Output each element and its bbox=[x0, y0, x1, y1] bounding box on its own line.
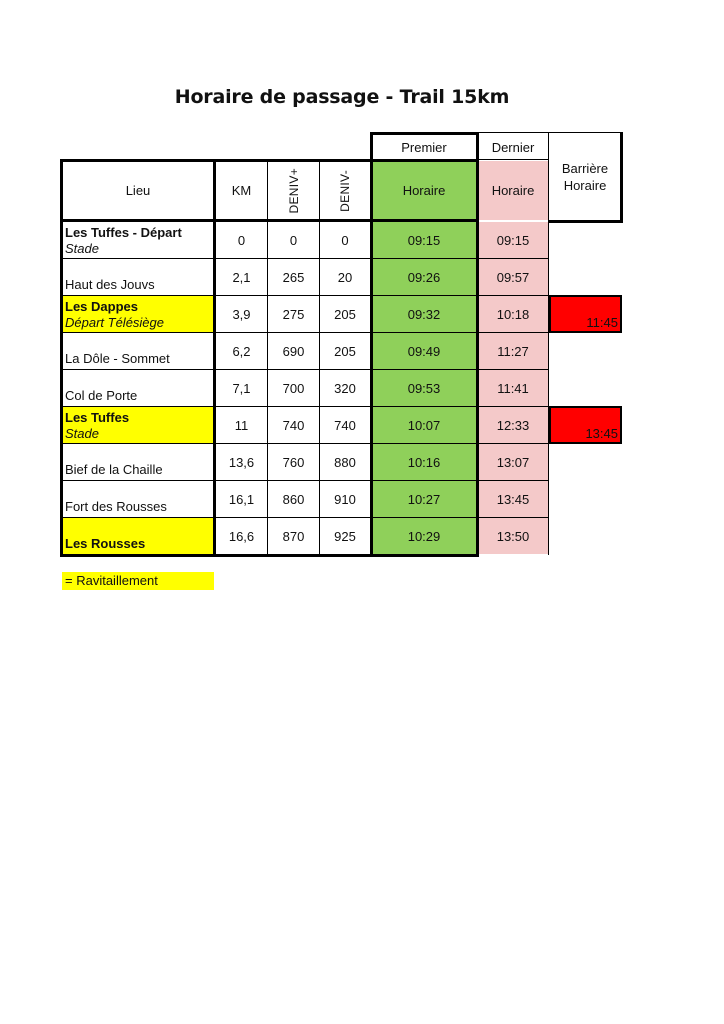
lieu-border-right bbox=[213, 220, 216, 556]
cell-barriere: 13:45 bbox=[549, 406, 622, 444]
header-deniv-minus bbox=[320, 161, 370, 220]
cell-dernier: 13:07 bbox=[478, 444, 548, 480]
cell-dernier: 09:15 bbox=[478, 222, 548, 258]
lieu-name: Les Tuffes - Départ bbox=[65, 225, 182, 240]
cell-premier: 10:07 bbox=[372, 407, 476, 443]
cell-deniv-plus: 265 bbox=[282, 269, 305, 285]
grid-line bbox=[63, 406, 549, 407]
page-title: Horaire de passage - Trail 15km bbox=[174, 86, 510, 108]
cell-deniv-minus: 910 bbox=[334, 491, 356, 507]
grid-line bbox=[548, 132, 549, 555]
row-lieu bbox=[62, 444, 214, 480]
header-deniv-minus-label: DENIV- bbox=[338, 169, 352, 212]
cell-premier: 10:27 bbox=[372, 481, 476, 517]
header-deniv-plus bbox=[268, 161, 319, 220]
lieu-sub: Stade bbox=[65, 426, 99, 441]
cell-dernier: 10:18 bbox=[478, 296, 548, 332]
lieu-name: Col de Porte bbox=[65, 388, 138, 403]
cell-km: 16,1 bbox=[228, 491, 255, 507]
cell-premier: 09:49 bbox=[372, 333, 476, 369]
row-lieu bbox=[62, 481, 214, 517]
lieu-sub: Départ Télésiège bbox=[65, 315, 164, 330]
header-barriere-line2: Horaire bbox=[563, 178, 607, 193]
cell-deniv-minus: 205 bbox=[334, 306, 356, 322]
header-horaire-premier: Horaire bbox=[372, 161, 476, 220]
cell-deniv-plus: 870 bbox=[282, 528, 305, 544]
cell-dernier: 11:41 bbox=[478, 370, 548, 406]
grid-line bbox=[63, 258, 549, 259]
cell-deniv-minus: 20 bbox=[337, 269, 353, 285]
header-barriere bbox=[549, 134, 621, 220]
lieu-name: Les Dappes bbox=[65, 299, 138, 314]
cell-km: 13,6 bbox=[228, 454, 255, 470]
cell-deniv-plus: 860 bbox=[282, 491, 305, 507]
barriere-border-right bbox=[620, 132, 623, 222]
header-km: KM bbox=[231, 183, 252, 198]
grid-line bbox=[478, 132, 623, 133]
cell-dernier: 12:33 bbox=[478, 407, 548, 443]
cell-km: 16,6 bbox=[228, 528, 255, 544]
cell-deniv-minus: 320 bbox=[334, 380, 356, 396]
header-border-bottom bbox=[60, 219, 478, 222]
grid-line bbox=[63, 443, 549, 444]
table-border-mid bbox=[476, 132, 479, 557]
cell-barriere: 11:45 bbox=[549, 295, 622, 333]
grid-line bbox=[63, 369, 549, 370]
table-border-bottom bbox=[60, 554, 478, 557]
lieu-sub: Stade bbox=[65, 241, 99, 256]
cell-dernier: 09:57 bbox=[478, 259, 548, 295]
grid-line bbox=[478, 159, 548, 160]
row-lieu bbox=[62, 333, 214, 369]
cell-deniv-plus: 275 bbox=[282, 306, 305, 322]
cell-dernier: 13:50 bbox=[478, 518, 548, 554]
lieu-name: Haut des Jouvs bbox=[65, 277, 155, 292]
header-lieu: Lieu bbox=[125, 183, 151, 198]
table-border-top bbox=[60, 159, 478, 162]
cell-deniv-plus: 690 bbox=[282, 343, 305, 359]
grid-line bbox=[319, 159, 320, 555]
header-deniv-plus-label: DENIV+ bbox=[286, 167, 301, 214]
cell-deniv-plus: 700 bbox=[282, 380, 305, 396]
barriere-border-bottom bbox=[548, 220, 623, 223]
cell-premier: 09:15 bbox=[372, 222, 476, 258]
cell-km: 7,1 bbox=[232, 380, 251, 396]
lieu-name: La Dôle - Sommet bbox=[65, 351, 170, 366]
lieu-name: Bief de la Chaille bbox=[65, 462, 163, 477]
cell-km: 0 bbox=[237, 232, 246, 248]
lieu-header-border bbox=[213, 159, 216, 221]
header-barriere-line1: Barrière bbox=[561, 161, 609, 176]
cell-premier: 10:29 bbox=[372, 518, 476, 554]
header-dernier: Dernier bbox=[491, 139, 535, 155]
grid-line bbox=[267, 159, 268, 555]
cell-deniv-minus: 205 bbox=[334, 343, 356, 359]
cell-deniv-minus: 925 bbox=[334, 528, 356, 544]
cell-dernier: 13:45 bbox=[478, 481, 548, 517]
cell-deniv-plus: 760 bbox=[282, 454, 305, 470]
cell-dernier: 11:27 bbox=[478, 333, 548, 369]
cell-km: 6,2 bbox=[232, 343, 251, 359]
cell-premier: 09:32 bbox=[372, 296, 476, 332]
row-lieu bbox=[62, 222, 214, 258]
premier-border-top bbox=[370, 132, 478, 135]
cell-deniv-minus: 0 bbox=[341, 232, 349, 248]
cell-premier: 10:16 bbox=[372, 444, 476, 480]
cell-deniv-plus: 0 bbox=[289, 232, 298, 248]
row-lieu bbox=[62, 259, 214, 295]
cell-deniv-minus: 740 bbox=[334, 417, 356, 433]
cell-deniv-minus: 880 bbox=[334, 454, 356, 470]
cell-premier: 09:53 bbox=[372, 370, 476, 406]
grid-line bbox=[63, 480, 549, 481]
row-lieu bbox=[62, 296, 214, 332]
cell-km: 11 bbox=[234, 417, 249, 433]
row-lieu bbox=[62, 407, 214, 443]
grid-line bbox=[63, 332, 549, 333]
row-lieu bbox=[62, 518, 214, 554]
grid-line bbox=[63, 295, 549, 296]
lieu-name: Fort des Rousses bbox=[65, 499, 167, 514]
row-lieu bbox=[62, 370, 214, 406]
lieu-name: Les Rousses bbox=[65, 536, 146, 551]
lieu-name: Les Tuffes bbox=[65, 410, 130, 425]
premier-border-left bbox=[370, 132, 373, 557]
header-horaire-dernier: Horaire bbox=[478, 161, 548, 220]
cell-premier: 09:26 bbox=[372, 259, 476, 295]
cell-deniv-plus: 740 bbox=[282, 417, 305, 433]
cell-km: 3,9 bbox=[232, 306, 251, 322]
grid-line bbox=[63, 517, 549, 518]
legend-ravitaillement: = Ravitaillement bbox=[62, 572, 214, 590]
cell-km: 2,1 bbox=[232, 269, 251, 285]
header-premier: Premier bbox=[401, 139, 447, 155]
